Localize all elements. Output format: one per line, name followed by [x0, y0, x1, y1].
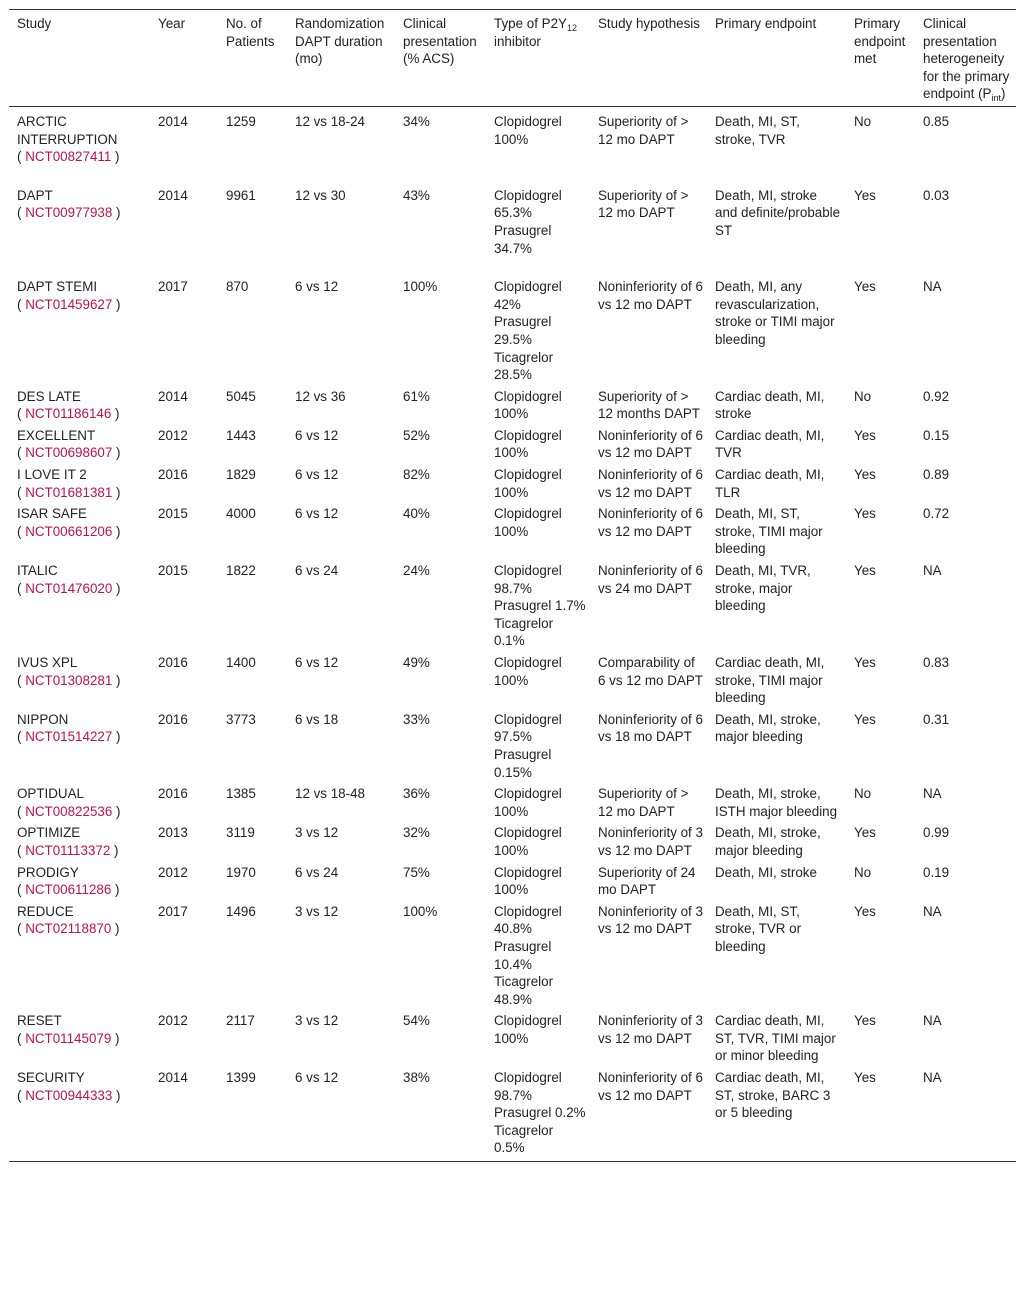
- table-row: [9, 425, 1016, 464]
- nct-link-wrapper: ( NCT00977938 ): [17, 205, 121, 221]
- nct-link-wrapper: ( NCT02118870 ): [17, 921, 120, 937]
- p2y12-cell: [486, 652, 590, 709]
- year-cell: 2015: [158, 506, 188, 522]
- study-cell: [9, 862, 150, 901]
- p2y12-cell: [486, 464, 590, 503]
- patients-cell: 1399: [218, 1067, 287, 1161]
- pint-cell: 0.72: [923, 506, 950, 522]
- patients-cell: 1822: [226, 563, 256, 579]
- nct-link[interactable]: NCT00822536: [25, 803, 113, 819]
- header-study: Study: [9, 10, 150, 107]
- met-cell: Yes: [854, 187, 876, 203]
- duration-cell: 6 vs 12: [295, 506, 339, 522]
- patients-cell: 1496: [226, 903, 256, 919]
- hypothesis-cell: Noninferiority of 6 vs 12 mo DAPT: [598, 467, 703, 500]
- year-cell: 2014: [158, 113, 188, 129]
- met-cell: Yes: [854, 427, 876, 443]
- hypothesis-cell: Superiority of > 12 mo DAPT: [598, 786, 689, 819]
- hypothesis-cell: Noninferiority of 3 vs 12 mo DAPT: [598, 903, 703, 937]
- duration-cell: 12 vs 36: [295, 388, 346, 404]
- study-cell: [9, 464, 150, 503]
- acs-cell: 40%: [403, 506, 430, 522]
- header-patients: No. of Patients: [218, 10, 287, 107]
- duration-cell: 6 vs 12: [295, 279, 339, 295]
- study-cell: [9, 106, 150, 184]
- year-cell: 2014: [150, 1067, 218, 1161]
- study-cell: [9, 709, 150, 783]
- table-row: [9, 276, 1016, 386]
- table-row: [9, 822, 1016, 861]
- study-name: DAPT: [17, 187, 53, 203]
- nct-link[interactable]: NCT00944333: [25, 1087, 113, 1103]
- met-cell: Yes: [854, 1013, 876, 1029]
- nct-link[interactable]: NCT00977938: [25, 205, 113, 221]
- acs-cell: 36%: [403, 786, 430, 802]
- acs-cell: 33%: [403, 711, 430, 727]
- year-cell: 2016: [158, 467, 188, 483]
- duration-cell: 6 vs 12: [295, 427, 339, 443]
- patients-cell: 870: [226, 279, 249, 295]
- met-cell: Yes: [854, 711, 876, 727]
- nct-link[interactable]: NCT01113372: [25, 842, 111, 858]
- acs-cell: 32%: [403, 825, 430, 841]
- acs-cell: 43%: [403, 187, 430, 203]
- table-row: [9, 503, 1016, 560]
- pint-cell: NA: [923, 563, 942, 579]
- p2y12-item: Clopidogrel 65.3%: [494, 187, 562, 221]
- met-cell: No: [854, 786, 872, 802]
- endpoint-cell: Death, MI, ST, stroke, TVR: [715, 113, 800, 147]
- year-cell: 2014: [158, 388, 188, 404]
- hypothesis-cell: Noninferiority of 6 vs 12 mo DAPT: [598, 427, 703, 461]
- study-name: ITALIC: [17, 563, 58, 579]
- p2y12-item: Prasugrel 0.15%: [494, 746, 552, 780]
- year-cell: 2012: [158, 427, 188, 443]
- study-cell: [9, 425, 150, 464]
- p2y12-item: Prasugrel 34.7%: [494, 222, 552, 256]
- p2y12-item: Prasugrel 0.2%: [494, 1105, 586, 1121]
- study-name: ARCTIC INTERRUPTION: [17, 113, 118, 147]
- header-duration: Randomization DAPT duration (mo): [287, 10, 395, 107]
- endpoint-cell: Death, MI, stroke and definite/probable ST: [715, 187, 841, 238]
- p2y12-item: Clopidogrel 97.5%: [494, 711, 562, 745]
- p2y12-item: Clopidogrel 100%: [494, 786, 562, 819]
- duration-cell: 3 vs 12: [295, 825, 339, 841]
- nct-link[interactable]: NCT01186146: [25, 406, 112, 422]
- p2y12-cell: [486, 185, 590, 276]
- study-name: IVUS XPL: [17, 655, 78, 670]
- nct-link-wrapper: ( NCT01113372 ): [17, 842, 119, 858]
- hypothesis-cell: Noninferiority of 6 vs 12 mo DAPT: [598, 279, 703, 312]
- study-name: EXCELLENT: [17, 427, 96, 443]
- p2y12-item: Prasugrel 1.7%: [494, 598, 586, 614]
- p2y12-item: Clopidogrel 100%: [494, 1013, 562, 1046]
- table-header: [9, 10, 1016, 107]
- hypothesis-cell: Noninferiority of 6 vs 12 mo DAPT: [598, 506, 703, 539]
- p2y12-cell: [486, 901, 590, 1011]
- year-cell: 2017: [158, 903, 188, 919]
- year-cell: 2012: [158, 864, 188, 880]
- met-cell: Yes: [854, 655, 876, 670]
- nct-link[interactable]: NCT01681381: [25, 484, 113, 500]
- met-cell: No: [854, 113, 872, 129]
- endpoint-cell: Death, MI, stroke, ISTH major bleeding: [715, 786, 838, 819]
- nct-link-wrapper: ( NCT00698607 ): [17, 445, 121, 461]
- p2y12-item: Ticagrelor 0.5%: [494, 1122, 554, 1156]
- hypothesis-cell: Noninferiority of 6 vs 24 mo DAPT: [598, 563, 703, 596]
- p2y12-item: Clopidogrel 100%: [494, 655, 562, 688]
- study-name: RESET: [17, 1013, 62, 1029]
- nct-link-wrapper: ( NCT00827411 ): [17, 149, 120, 165]
- table-row: [9, 901, 1016, 1011]
- hypothesis-cell: Noninferiority of 3 vs 12 mo DAPT: [598, 1013, 703, 1046]
- met-cell: Yes: [854, 506, 876, 522]
- p2y12-cell: [486, 560, 590, 652]
- nct-link[interactable]: NCT01308281: [25, 672, 113, 688]
- table-row: [9, 709, 1016, 783]
- endpoint-cell: Death, MI, stroke: [715, 864, 817, 880]
- nct-link-wrapper: ( NCT01514227 ): [17, 729, 121, 745]
- met-cell: No: [854, 388, 872, 404]
- nct-link[interactable]: NCT00611286: [25, 882, 112, 898]
- pint-cell: 0.99: [923, 825, 950, 841]
- table-row: [9, 464, 1016, 503]
- nct-link[interactable]: NCT00698607: [25, 445, 113, 461]
- study-name: ISAR SAFE: [17, 506, 87, 522]
- patients-cell: 1829: [226, 467, 256, 483]
- hypothesis-cell: Superiority of > 12 mo DAPT: [598, 113, 689, 147]
- header-met: Primary endpoint met: [846, 10, 915, 107]
- acs-cell: 75%: [403, 864, 430, 880]
- nct-link-wrapper: ( NCT00611286 ): [17, 882, 120, 898]
- pint-cell: 0.92: [923, 388, 950, 404]
- study-name: I LOVE IT 2: [17, 467, 87, 483]
- acs-cell: 24%: [403, 563, 430, 579]
- patients-cell: 1259: [226, 113, 256, 129]
- pint-cell: NA: [923, 1013, 942, 1029]
- p2y12-cell: [486, 822, 590, 861]
- duration-cell: 6 vs 24: [295, 563, 339, 579]
- patients-cell: 1385: [226, 786, 256, 802]
- p2y12-cell: [486, 1010, 590, 1067]
- study-cell: [9, 503, 150, 560]
- nct-link[interactable]: NCT01145079: [25, 1030, 112, 1046]
- year-cell: 2016: [158, 786, 188, 802]
- nct-link[interactable]: NCT02118870: [25, 921, 112, 937]
- header-p2y12: Type of $P2Y_{12}$ inhibitor: [486, 10, 590, 107]
- year-cell: 2015: [158, 563, 188, 579]
- study-name: SECURITY: [17, 1070, 85, 1086]
- study-name: OPTIDUAL: [17, 786, 84, 802]
- patients-cell: 9961: [226, 187, 256, 203]
- acs-cell: 82%: [403, 467, 430, 483]
- hypothesis-cell: Superiority of 24 mo DAPT: [598, 864, 696, 898]
- pint-cell: NA: [923, 903, 942, 919]
- study-cell: [9, 901, 150, 1011]
- pint-cell: NA: [923, 279, 942, 295]
- duration-cell: 3 vs 12: [295, 1013, 339, 1029]
- year-cell: 2017: [158, 279, 188, 295]
- pint-cell: 0.31: [923, 711, 950, 727]
- p2y12-cell: [486, 503, 590, 560]
- nct-link-wrapper: ( NCT01459627 ): [17, 296, 121, 312]
- endpoint-cell: Cardiac death, MI, ST, stroke, BARC 3 or 5 bleeding: [707, 1067, 846, 1161]
- study-cell: [9, 783, 150, 822]
- endpoint-cell: Death, MI, ST, stroke, TVR or bleeding: [715, 903, 802, 954]
- nct-link[interactable]: NCT00827411: [25, 149, 112, 165]
- acs-cell: 38%: [395, 1067, 486, 1161]
- p2y12-item: Clopidogrel 100%: [494, 113, 562, 147]
- pint-cell: 0.89: [923, 467, 950, 483]
- nct-link-wrapper: ( NCT01145079 ): [17, 1030, 120, 1046]
- header-hypothesis: Study hypothesis: [590, 10, 707, 107]
- study-name: PRODIGY: [17, 864, 79, 880]
- table-body: [9, 106, 1016, 1161]
- study-cell: [9, 1067, 150, 1161]
- p2y12-item: Clopidogrel 98.7%: [494, 1070, 562, 1103]
- nct-link-wrapper: ( NCT01476020 ): [17, 580, 121, 596]
- table-row: [9, 862, 1016, 901]
- endpoint-cell: Death, MI, any revascularization, stroke or TIMI major bleeding: [715, 279, 835, 347]
- endpoint-cell: Death, MI, stroke, major bleeding: [715, 825, 821, 858]
- table-row: [9, 783, 1016, 822]
- table-row: [9, 106, 1016, 184]
- acs-cell: 100%: [403, 903, 438, 919]
- p2y12-cell: [486, 386, 590, 425]
- pint-cell: 0.15: [923, 427, 950, 443]
- p2y12-item: Ticagrelor 0.1%: [494, 615, 554, 649]
- endpoint-cell: Cardiac death, MI, stroke, TIMI major bleeding: [715, 655, 825, 706]
- table-row: [9, 560, 1016, 652]
- p2y12-item: Prasugrel 10.4%: [494, 938, 552, 972]
- acs-cell: 61%: [403, 388, 430, 404]
- hypothesis-cell: Comparability of 6 vs 12 mo DAPT: [598, 655, 703, 688]
- year-cell: 2016: [158, 711, 188, 727]
- p2y12-item: Clopidogrel 100%: [494, 427, 562, 461]
- p2y12-cell: [486, 709, 590, 783]
- pint-cell: NA: [915, 1067, 1016, 1161]
- duration-cell: 6 vs 24: [295, 864, 339, 880]
- endpoint-cell: Death, MI, stroke, major bleeding: [715, 711, 821, 745]
- study-name: DAPT STEMI: [17, 279, 98, 295]
- study-cell: [9, 560, 150, 652]
- met-cell: Yes: [854, 563, 876, 579]
- patients-cell: 2117: [226, 1013, 255, 1029]
- endpoint-cell: Death, MI, ST, stroke, TIMI major bleeding: [715, 506, 823, 557]
- p2y12-item: Clopidogrel 100%: [494, 864, 562, 898]
- study-cell: [9, 1010, 150, 1067]
- met-cell: Yes: [854, 467, 876, 483]
- p2y12-cell: [486, 276, 590, 386]
- study-name: NIPPON: [17, 711, 69, 727]
- year-cell: 2012: [158, 1013, 188, 1029]
- endpoint-cell: Cardiac death, MI, stroke: [715, 388, 825, 422]
- p2y12-cell: [486, 106, 590, 184]
- study-name: REDUCE: [17, 903, 74, 919]
- patients-cell: 3773: [226, 711, 256, 727]
- pint-cell: 0.03: [923, 187, 950, 203]
- nct-link[interactable]: NCT01459627: [25, 296, 113, 312]
- met-cell: Yes: [854, 279, 876, 295]
- nct-link-wrapper: ( NCT00661206 ): [17, 523, 121, 539]
- hypothesis-cell: Noninferiority of 6 vs 12 mo DAPT: [590, 1067, 707, 1161]
- duration-cell: 12 vs 30: [295, 187, 346, 203]
- pint-cell: 0.19: [923, 864, 950, 880]
- endpoint-cell: Cardiac death, MI, TVR: [715, 427, 825, 461]
- dapt-trials-table: [9, 9, 1016, 1162]
- header-presentation: Clinical presentation (% ACS): [395, 10, 486, 107]
- p2y12-item: Prasugrel 29.5%: [494, 314, 552, 347]
- acs-cell: 49%: [403, 655, 430, 670]
- patients-cell: 1400: [226, 655, 256, 670]
- p2y12-item: Clopidogrel 100%: [494, 388, 562, 422]
- hypothesis-cell: Noninferiority of 6 vs 18 mo DAPT: [598, 711, 703, 745]
- hypothesis-cell: Superiority of > 12 mo DAPT: [598, 187, 689, 221]
- p2y12-cell: [486, 1067, 590, 1161]
- p2y12-cell: [486, 425, 590, 464]
- duration-cell: 6 vs 12: [295, 655, 339, 670]
- hypothesis-cell: Superiority of > 12 months DAPT: [598, 388, 700, 422]
- acs-cell: 34%: [403, 113, 430, 129]
- nct-link[interactable]: NCT01476020: [25, 580, 113, 596]
- nct-link-wrapper: ( NCT00944333 ): [17, 1087, 121, 1103]
- p2y12-item: Ticagrelor 28.5%: [494, 349, 554, 383]
- patients-cell: 4000: [226, 506, 256, 522]
- p2y12-item: Clopidogrel 100%: [494, 467, 562, 500]
- header-heterogeneity: Clinical presentation heterogeneity for the primary endpoint $(P_{int})$: [915, 10, 1016, 107]
- p2y12-item: Ticagrelor 48.9%: [494, 974, 554, 1007]
- year-cell: 2014: [158, 187, 188, 203]
- met-cell: Yes: [846, 1067, 915, 1161]
- duration-cell: 3 vs 12: [295, 903, 339, 919]
- endpoint-cell: Cardiac death, MI, TLR: [715, 467, 825, 500]
- pint-cell: 0.85: [923, 113, 950, 129]
- study-cell: [9, 652, 150, 709]
- trials-table-container: [9, 9, 1016, 1162]
- pint-cell: NA: [923, 786, 942, 802]
- acs-cell: 52%: [403, 427, 430, 443]
- p2y12-item: Clopidogrel 40.8%: [494, 903, 562, 937]
- duration-cell: 6 vs 12: [295, 467, 339, 483]
- patients-cell: 1443: [226, 427, 256, 443]
- nct-link-wrapper: ( NCT00822536 ): [17, 803, 121, 819]
- study-cell: [9, 276, 150, 386]
- header-year: Year: [150, 10, 218, 107]
- patients-cell: 1970: [226, 864, 256, 880]
- year-cell: 2016: [158, 655, 188, 670]
- p2y12-cell: [486, 862, 590, 901]
- table-row: [9, 1010, 1016, 1067]
- duration-cell: 12 vs 18-48: [295, 786, 365, 802]
- acs-cell: 100%: [403, 279, 438, 295]
- met-cell: Yes: [854, 903, 876, 919]
- nct-link-wrapper: ( NCT01186146 ): [17, 406, 120, 422]
- p2y12-item: Clopidogrel 100%: [494, 506, 562, 539]
- endpoint-cell: Cardiac death, MI, ST, TVR, TIMI major or minor bleeding: [715, 1013, 836, 1064]
- met-cell: No: [854, 864, 872, 880]
- nct-link-wrapper: ( NCT01681381 ): [17, 484, 121, 500]
- study-cell: [9, 185, 150, 276]
- table-row: [9, 185, 1016, 276]
- year-cell: 2013: [158, 825, 188, 841]
- patients-cell: 5045: [226, 388, 256, 404]
- endpoint-cell: Death, MI, TVR, stroke, major bleeding: [715, 563, 811, 614]
- study-cell: [9, 386, 150, 425]
- duration-cell: 12 vs 18-24: [295, 113, 365, 129]
- duration-cell: 6 vs 18: [295, 711, 339, 727]
- p2y12-item: Clopidogrel 100%: [494, 825, 562, 858]
- table-row: [9, 652, 1016, 709]
- table-row: [9, 386, 1016, 425]
- header-endpoint: Primary endpoint: [707, 10, 846, 107]
- patients-cell: 3119: [226, 825, 255, 841]
- study-name: DES LATE: [17, 388, 81, 404]
- p2y12-item: Clopidogrel 42%: [494, 279, 562, 312]
- met-cell: Yes: [854, 825, 876, 841]
- hypothesis-cell: Noninferiority of 3 vs 12 mo DAPT: [598, 825, 703, 858]
- acs-cell: 54%: [403, 1013, 430, 1029]
- p2y12-cell: [486, 783, 590, 822]
- nct-link[interactable]: NCT00661206: [25, 523, 113, 539]
- duration-cell: 6 vs 12: [287, 1067, 395, 1161]
- table-row: [9, 1067, 1016, 1161]
- study-name: OPTIMIZE: [17, 825, 81, 841]
- pint-cell: 0.83: [923, 655, 950, 670]
- p2y12-item: Clopidogrel 98.7%: [494, 563, 562, 596]
- nct-link[interactable]: NCT01514227: [25, 729, 113, 745]
- study-cell: [9, 822, 150, 861]
- nct-link-wrapper: ( NCT01308281 ): [17, 672, 121, 688]
